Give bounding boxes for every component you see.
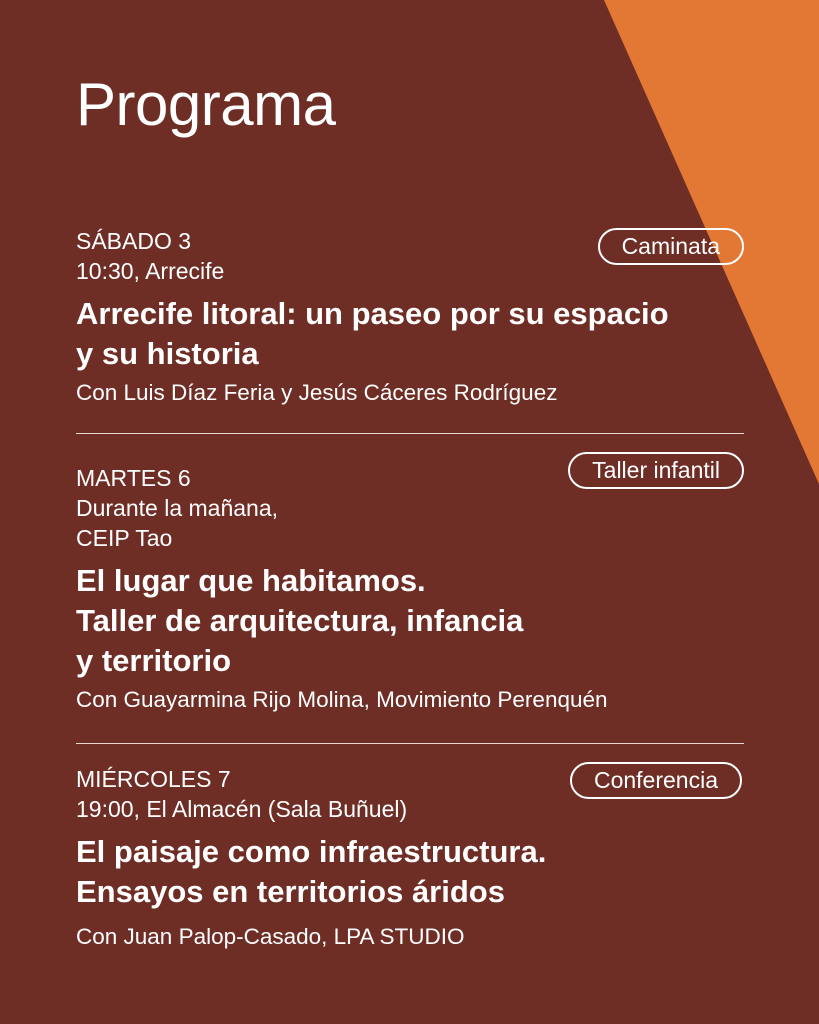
event-heading-line: El lugar que habitamos. — [76, 563, 426, 598]
event-saturday — [76, 226, 744, 408]
event-heading — [76, 561, 744, 681]
event-heading — [76, 294, 744, 374]
event-day: MIÉRCOLES 7 — [76, 766, 231, 792]
event-heading — [76, 832, 744, 912]
event-category-tag: Caminata — [598, 228, 744, 265]
event-credits: Con Guayarmina Rijo Molina, Movimiento Perenquén — [76, 687, 608, 712]
event-heading-line: Arrecife litoral: un paseo por su espacio — [76, 296, 669, 331]
event-tuesday — [76, 457, 744, 715]
event-heading-line: Taller de arquitectura, infancia — [76, 603, 524, 638]
event-credits: Con Juan Palop-Casado, LPA STUDIO — [76, 924, 465, 949]
event-heading-line: Ensayos en territorios áridos — [76, 874, 505, 909]
event-heading-line: y territorio — [76, 643, 232, 678]
event-time-place: CEIP Tao — [76, 525, 173, 551]
event-time-place: 10:30, Arrecife — [76, 258, 225, 284]
event-category-tag: Conferencia — [570, 762, 742, 799]
event-credits: Con Luis Díaz Feria y Jesús Cáceres Rodríguez — [76, 380, 558, 405]
event-heading-line: El paisaje como infraestructura. — [76, 834, 547, 869]
event-day: MARTES 6 — [76, 465, 191, 491]
divider — [76, 433, 744, 434]
event-category-tag: Taller infantil — [568, 452, 744, 489]
event-heading-line: y su historia — [76, 336, 259, 371]
divider — [76, 743, 744, 744]
event-day: SÁBADO 3 — [76, 228, 192, 254]
page-title: Programa — [76, 71, 336, 138]
event-wednesday — [76, 764, 744, 952]
event-time-place: 19:00, El Almacén (Sala Buñuel) — [76, 796, 408, 822]
event-time-place: Durante la mañana, — [76, 495, 279, 521]
